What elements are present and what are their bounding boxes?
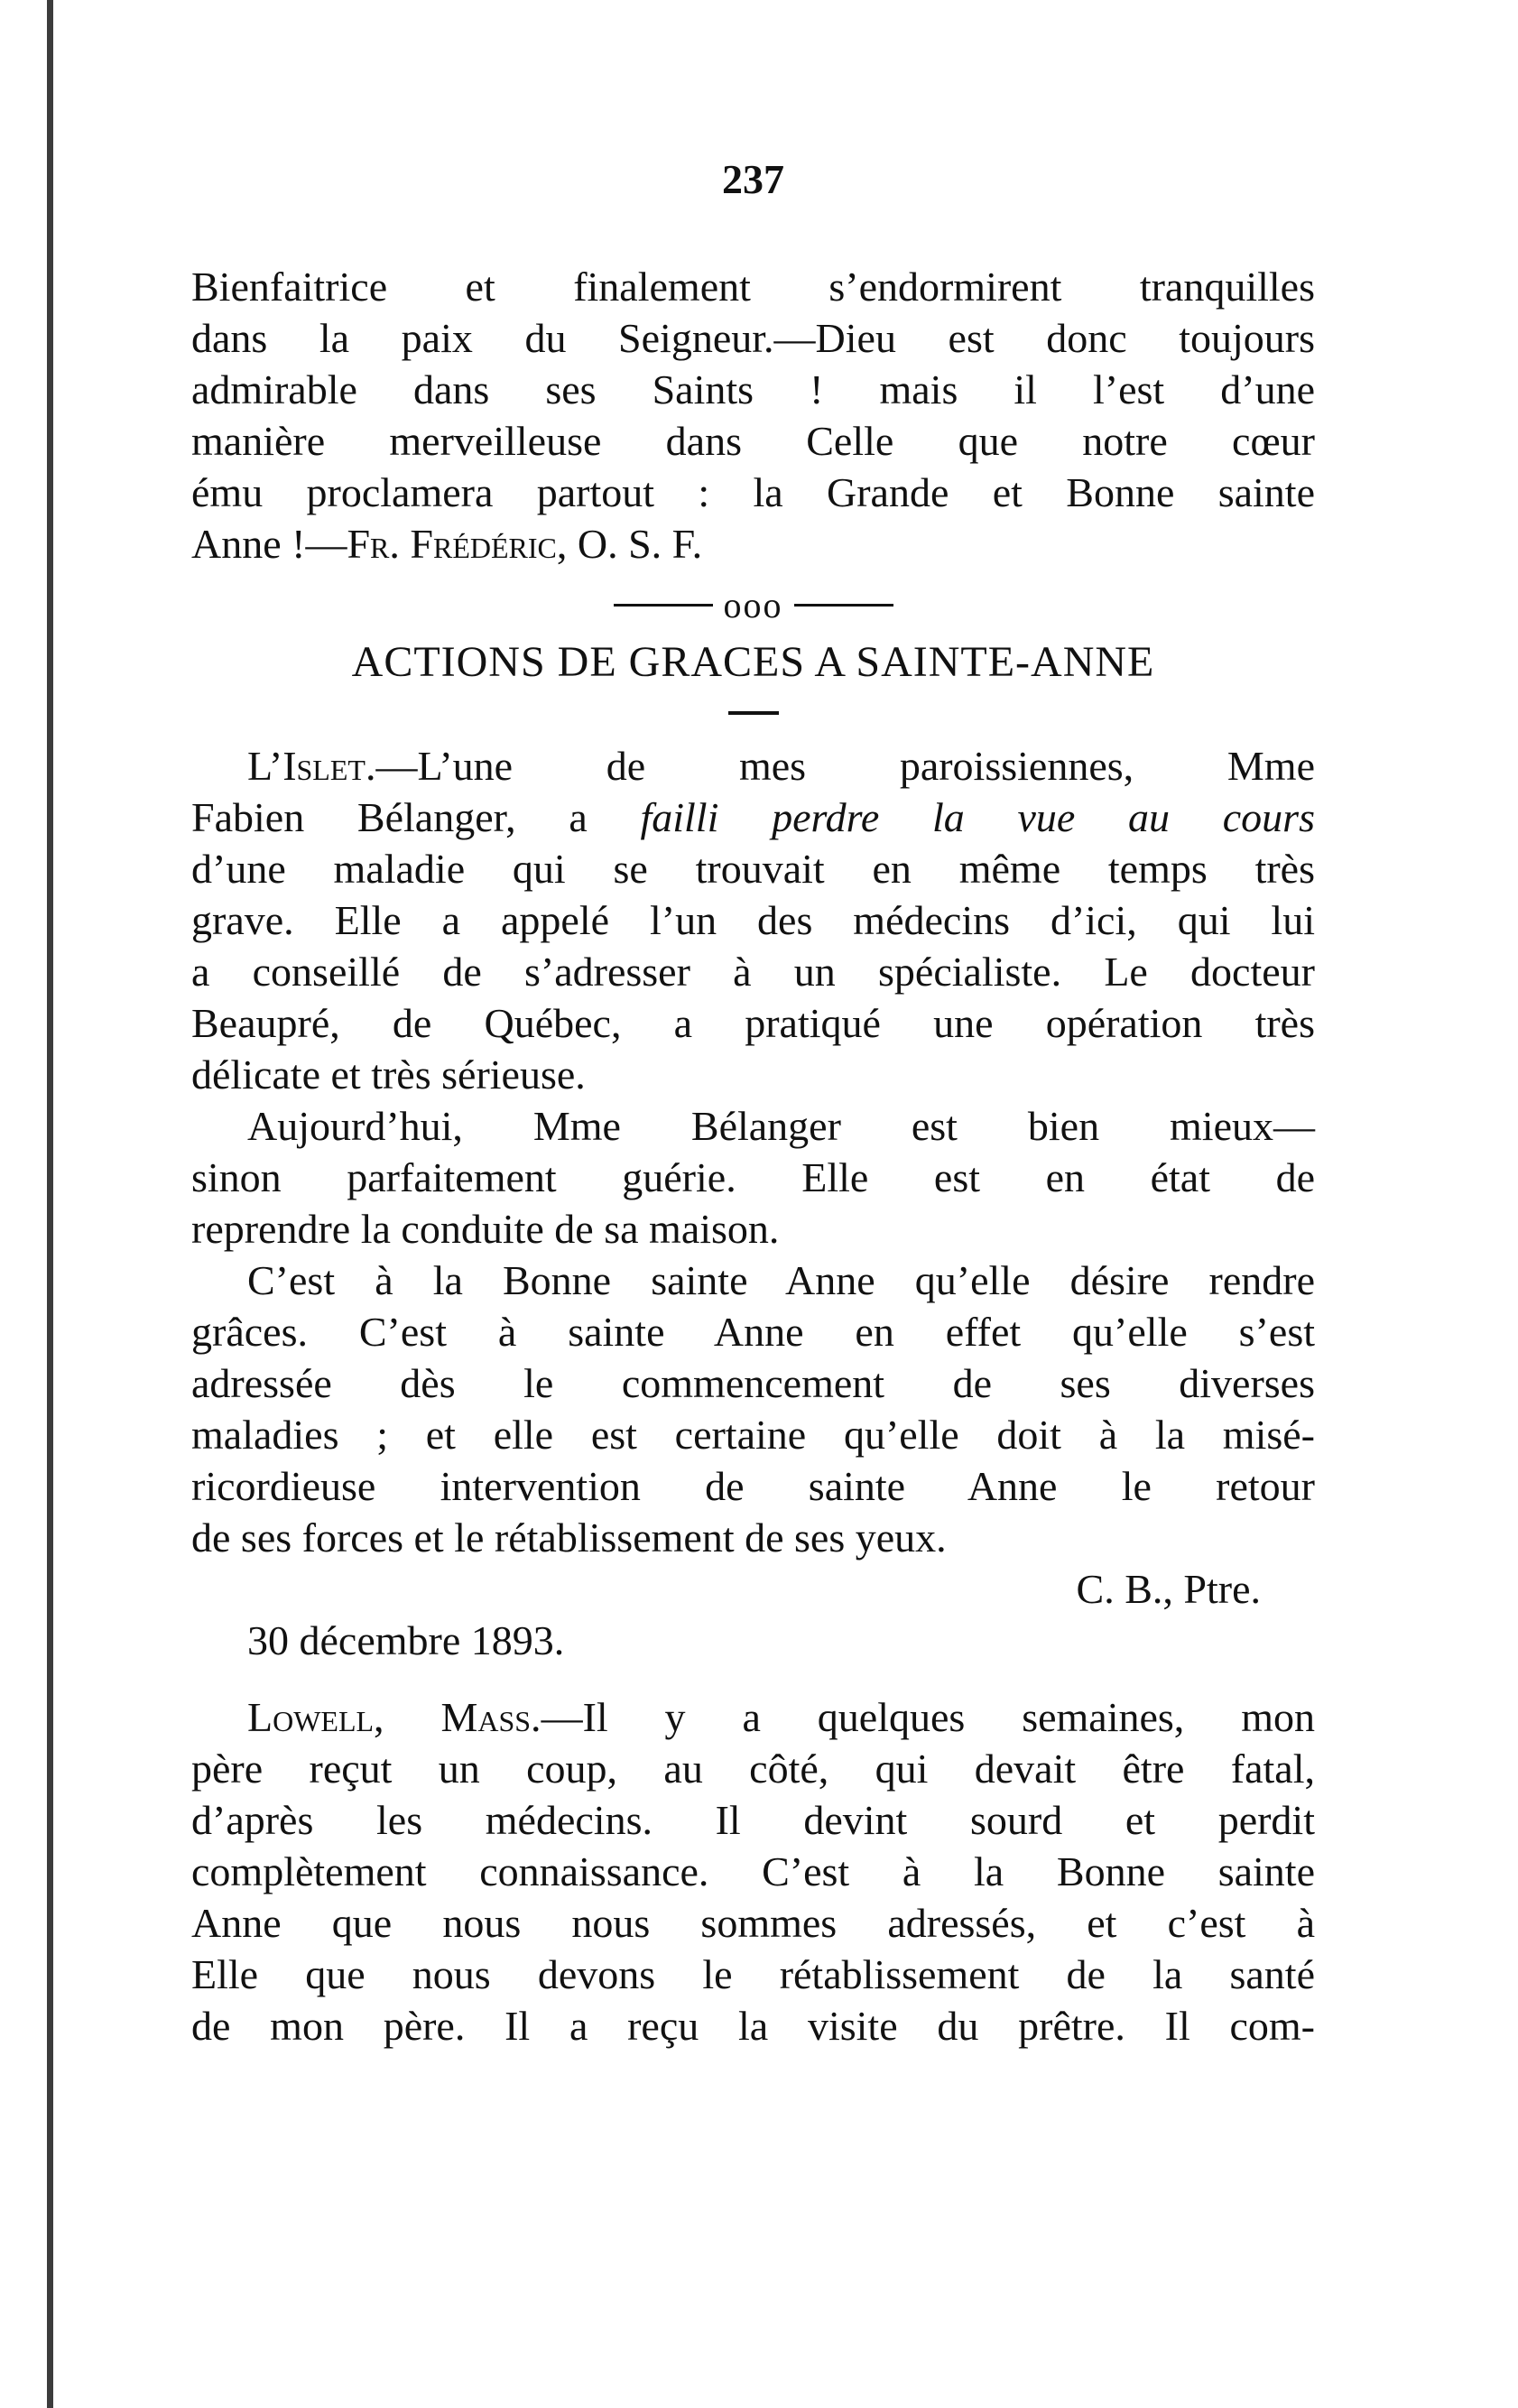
intro-line: admirable dans ses Saints ! mais il l’est d’une [191,366,1315,412]
letter-line: complètement connaissance. C’est à la Bonne sainte [191,1848,1315,1894]
intro-line: manière merveilleuse dans Celle que notre cœur [191,418,1315,464]
letter-line [191,792,1315,843]
letter-line: Elle que nous devons le rétablissement de la santé [191,1951,1315,1997]
intro-line: dans la paix du Seigneur.—Dieu est donc toujours [191,315,1315,361]
letter-line: C’est à la Bonne sainte Anne qu’elle désire rendre [247,1257,1315,1303]
section-separator [191,582,1315,627]
letter-line: a conseillé de s’adresser à un spécialiste. Le docteur [191,949,1315,995]
intro-paragraph [191,261,1315,570]
letter-line: sinon parfaitement guérie. Elle est en état de [191,1154,1315,1200]
letter-lowell [191,1691,1315,2051]
letter-line: délicate et très sérieuse. [191,1051,586,1097]
letter-first-line [191,1691,1315,1743]
letter-line: grave. Elle a appelé l’un des médecins d’ici, qui lui [191,897,1315,943]
letter-line: Aujourd’hui, Mme Bélanger est bien mieux— [247,1103,1315,1149]
page-number: 237 [722,156,784,202]
separator-rule-left [614,604,713,607]
letter-date: 30 décembre 1893. [247,1617,565,1663]
letter-line: père reçut un coup, au côté, qui devait être fatal, [191,1746,1315,1792]
letter-line-italic: failli perdre la vue au cours [640,794,1315,840]
separator-ornament: ooo [723,584,783,625]
letter-line: d’une maladie qui se trouvait en même temps très [191,846,1315,892]
page-binding-edge [47,0,53,2408]
letter-line: d’après les médecins. Il devint sourd et perdit [191,1797,1315,1843]
intro-line: ému proclamera partout : la Grande et Bonne sainte [191,469,1315,515]
letter-first-rest: —L’une de mes paroissiennes, Mme [375,743,1315,789]
intro-signature: Fr. Frédéric, O. S. F. [347,521,703,567]
letter-line: grâces. C’est à sainte Anne en effet qu’elle s’est [191,1309,1315,1355]
letter-first-rest: —Il y a quelques semaines, mon [541,1694,1315,1740]
letter-line: Beaupré, de Québec, a pratiqué une opération très [191,1000,1315,1046]
letter-line: ricordieuse intervention de sainte Anne le retour [191,1463,1315,1509]
intro-last-prefix: Anne !— [191,521,347,567]
book-page [191,153,1315,2051]
section-heading: ACTIONS DE GRACES A SAINTE-ANNE [351,638,1155,686]
letter-line: maladies ; et elle est certaine qu’elle doit à la misé- [191,1412,1315,1458]
letter-line: de mon père. Il a reçu la visite du prêtre. Il com- [191,2003,1315,2049]
letter-first-line [191,740,1315,792]
letter-line: reprendre la conduite de sa maison. [191,1206,780,1252]
letter-line: de ses forces et le rétablissement de ses yeux. [191,1514,947,1561]
letter-signature: C. B., Ptre. [1076,1566,1261,1612]
letter-place: Lowell, Mass. [247,1694,541,1740]
intro-last-line [191,518,1315,570]
heading-dash [728,711,779,715]
letter-line: Anne que nous nous sommes adressés, et c’est à [191,1900,1315,1946]
letter-islet [191,740,1315,1666]
letter-line-part: Fabien Bélanger, a [191,794,641,840]
letter-line: adressée dès le commencement de ses diverses [191,1360,1315,1406]
separator-rule-right [794,604,893,607]
letter-place: L’Islet. [247,743,376,789]
intro-line: Bienfaitrice et finalement s’endormirent tranquilles [191,264,1315,310]
